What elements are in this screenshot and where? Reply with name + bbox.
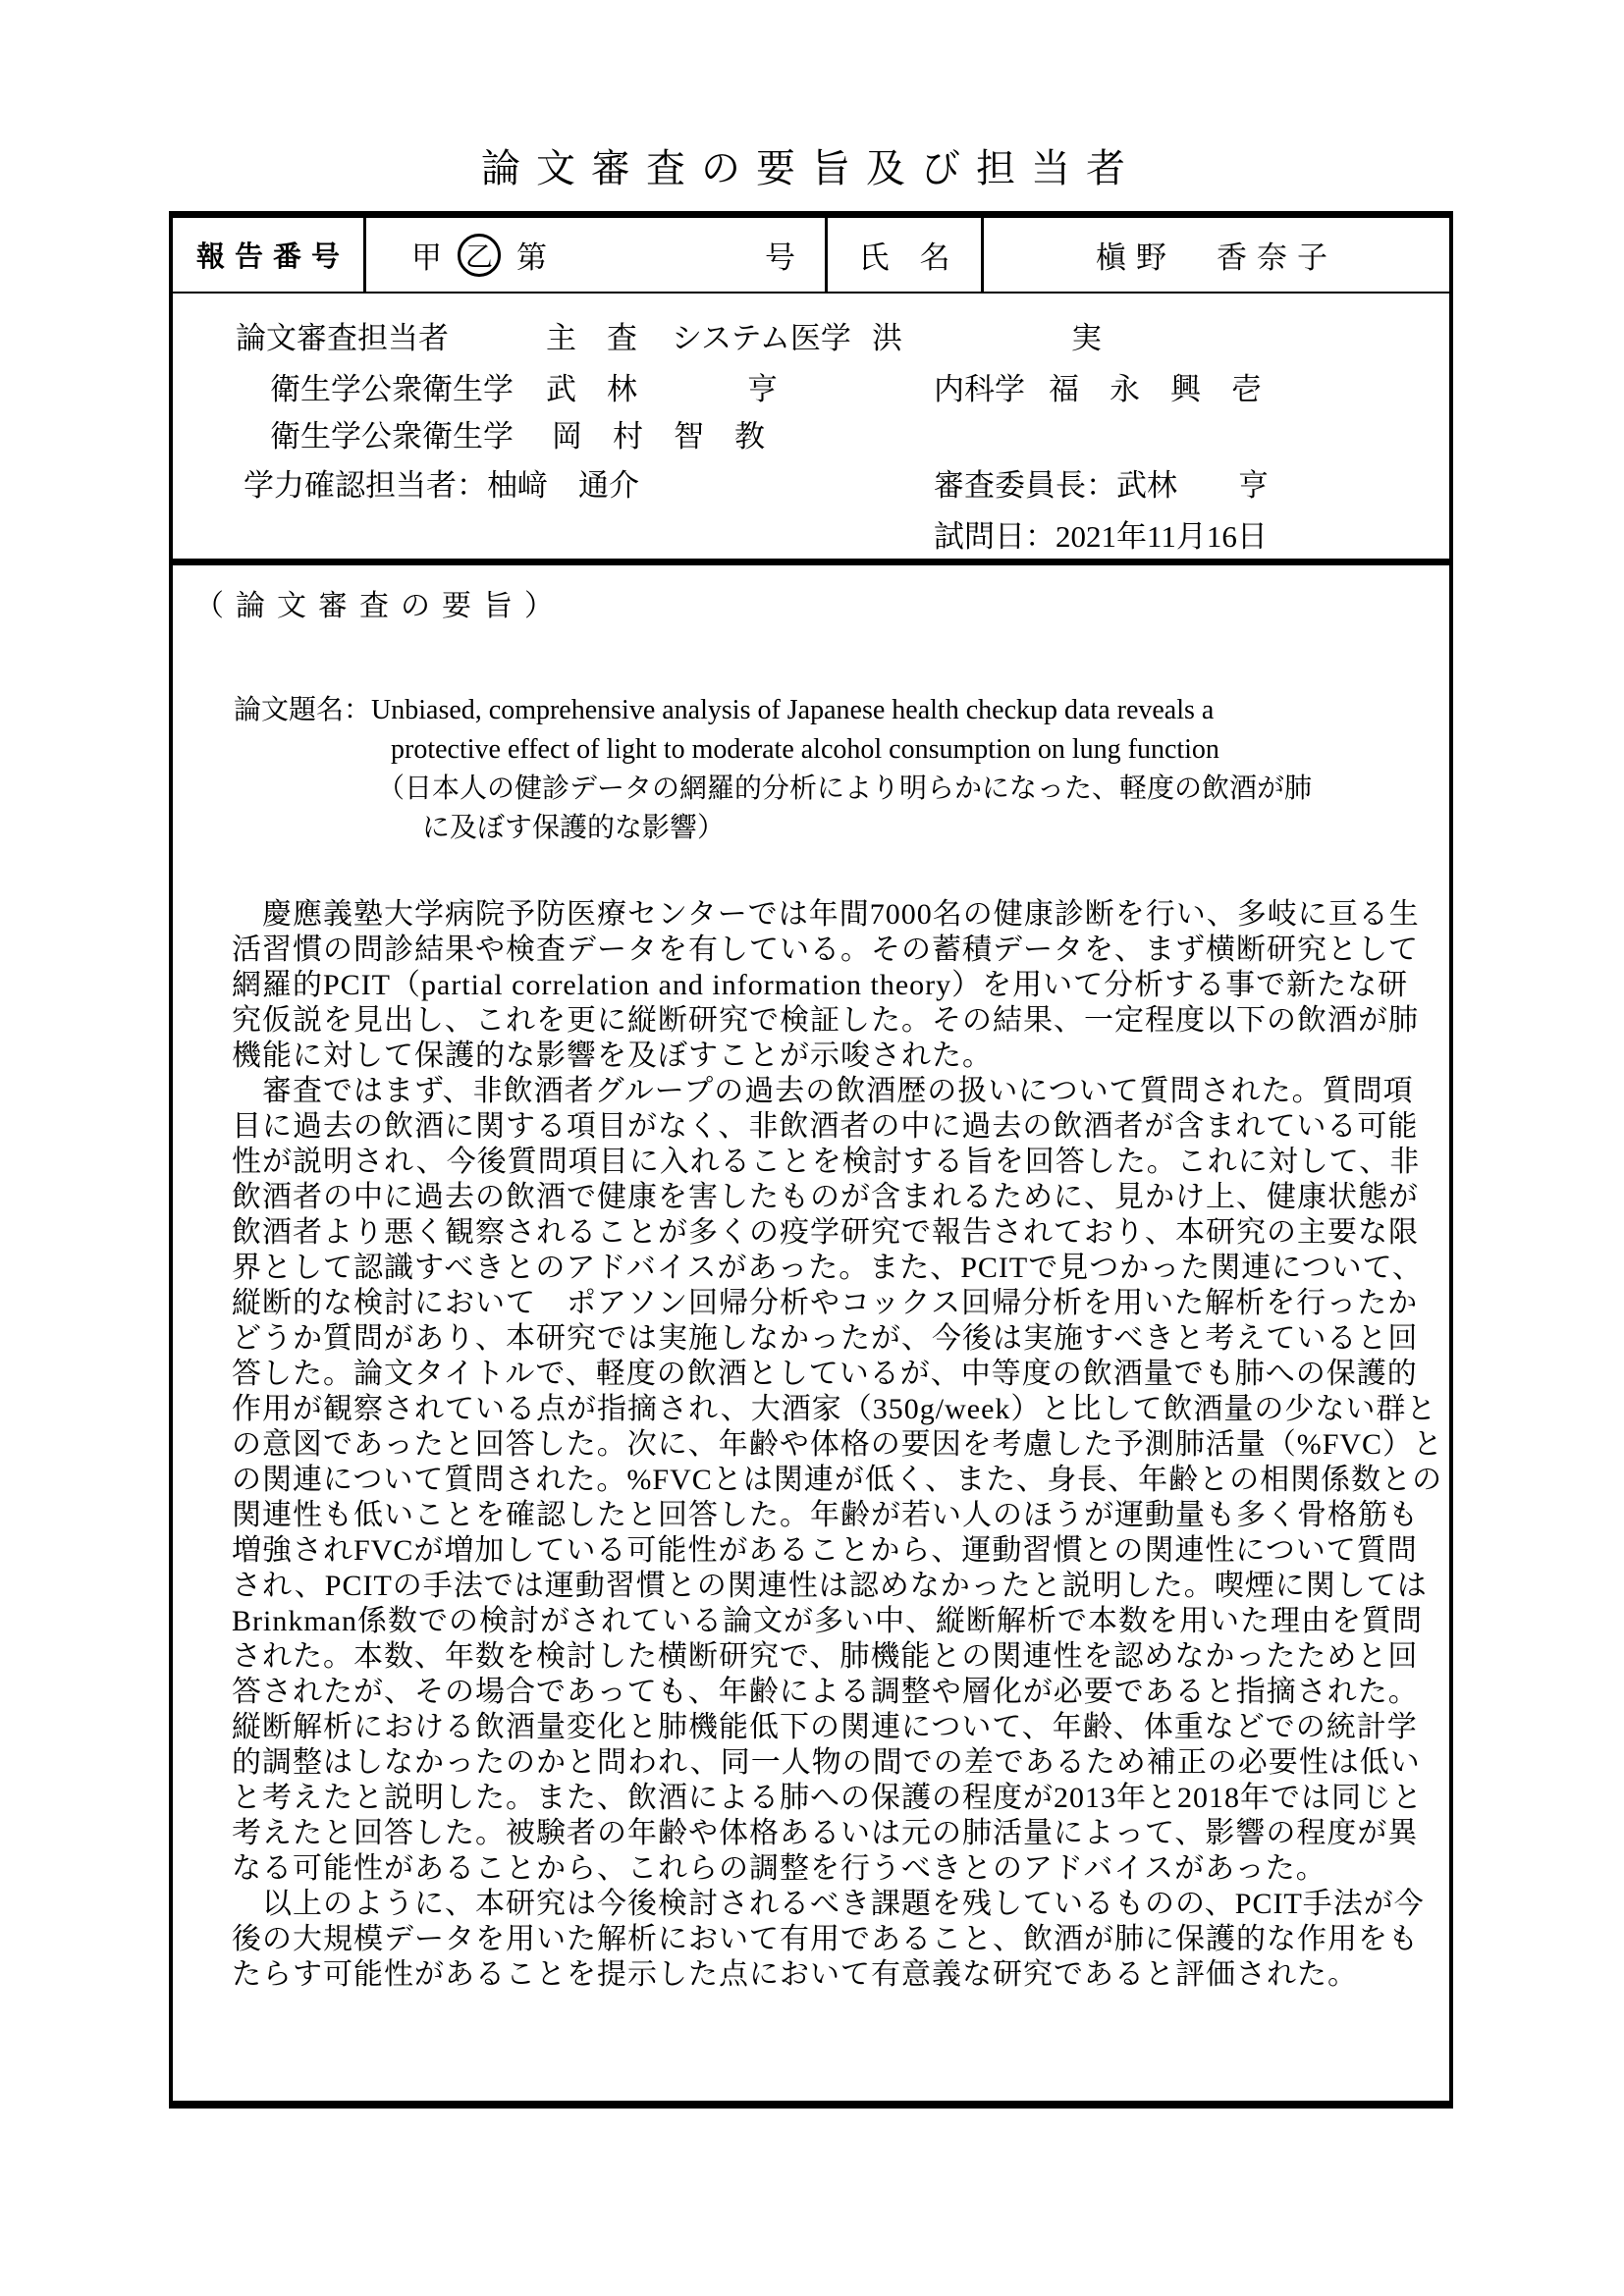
thesis-title-japanese-1: （日本人の健診データの網羅的分析により明らかになった、軽度の飲酒が肺	[377, 774, 1313, 804]
examinee-name-value: 槇野 香奈子	[1096, 240, 1337, 275]
thesis-title-line-1	[234, 691, 1449, 730]
page-title: 論文審査の要旨及び担当者	[481, 146, 1141, 190]
text-line: 目に過去の飲酒に関する項目がなく、非飲酒者の中に過去の飲酒者が含まれている可能	[232, 1110, 1419, 1143]
chief-examiner-dept: システム医学	[672, 321, 851, 355]
text-line: 究仮説を見出し、これを更に縦断研究で検証した。その結果、一定程度以下の飲酒が肺	[232, 1004, 1419, 1037]
text-line: され、PCITの手法では運動習慣との関連性は認めなかったと説明した。喫煙に関しては	[232, 1570, 1428, 1602]
text-line: なる可能性があることから、これらの調整を行うべきとのアドバイスがあった。	[232, 1852, 1326, 1885]
academic-confirmation: 学力確認担当者：柚﨑 通介	[244, 468, 639, 503]
text-line: 活習慣の問診結果や検査データを有している。その蓄積データを、まず横断研究として	[232, 934, 1419, 966]
text-line: 縦断的な検討において ポアソン回帰分析やコックス回帰分析を用いた解析を行ったか	[232, 1287, 1419, 1319]
text-line: 関連性も低いことを確認したと回答した。年齢が若い人のほうが運動量も多く骨格筋も	[232, 1499, 1419, 1531]
text-line: Brinkman係数での検討がされている論文が多い中、縦断解析で本数を用いた理由を質問	[232, 1605, 1423, 1637]
committee-line-3	[173, 411, 1449, 454]
thesis-title-english-2: protective effect of light to moderate alcohol consumption on lung function	[391, 734, 1219, 765]
member1-givenname: 亨	[747, 372, 778, 406]
text-line: 的調整はしなかったのかと問われ、同一人物の間での差であるため補正の必要性は低い	[232, 1746, 1421, 1779]
report-number-cell	[366, 218, 828, 292]
member1b-dept: 内科学	[934, 372, 1025, 406]
exam-date: 試問日：2021年11月16日	[934, 519, 1268, 554]
text-line: 後の大規模データを用いた解析において有用であること、飲酒が肺に保護的な作用をも	[232, 1923, 1419, 1955]
text-line: 作用が観察されている点が指摘され、大酒家（350g/week）と比して飲酒量の少ない群と	[232, 1393, 1437, 1425]
chief-examiner-surname: 洪	[872, 321, 902, 355]
committee-line-5	[173, 511, 1449, 554]
text-line: 飲酒者の中に過去の飲酒で健康を害したものが含まれるために、見かけ上、健康状態が	[232, 1181, 1419, 1213]
text-line: 縦断解析における飲酒量変化と肺機能低下の関連について、年齢、体重などでの統計学	[232, 1711, 1418, 1743]
text-line: 慶應義塾大学病院予防医療センターでは年間7000名の健康診断を行い、多岐に亘る生	[232, 898, 1420, 931]
report-gou-label: 号	[765, 240, 795, 275]
member2-name: 岡 村 智 教	[552, 419, 765, 454]
review-summary-box	[173, 559, 1449, 2101]
report-otsu-circled-mark	[458, 234, 501, 277]
report-number-label: 報告番号	[173, 218, 366, 292]
review-summary-text	[232, 897, 1444, 1993]
member1-name: 武 林	[546, 372, 637, 406]
text-line: の関連について質問された。%FVCとは関連が低く、また、身長、年齢との相関係数との	[232, 1464, 1443, 1496]
chief-examiner-givenname: 実	[1071, 321, 1102, 355]
text-line: 審査ではまず、非飲酒者グループの過去の飲酒歴の扱いについて質問された。質問項	[232, 1075, 1414, 1107]
thesis-title-block	[234, 691, 1449, 848]
report-dai-label: 第	[516, 240, 547, 275]
form-frame	[169, 211, 1453, 2109]
text-line: 増強されFVCが増加している可能性があることから、運動習慣との関連性について質問	[232, 1534, 1418, 1567]
text-line: 機能に対して保護的な影響を及ぼすことが示唆された。	[232, 1040, 993, 1072]
text-line: 性が説明され、今後質問項目に入れることを検討する旨を回答した。これに対して、非	[232, 1146, 1421, 1178]
header-row	[173, 218, 1449, 294]
text-line: 飲酒者より悪く観察されることが多くの疫学研究で報告されており、本研究の主要な限	[232, 1216, 1419, 1249]
text-line: 網羅的PCIT（partial correlation and information theory）を用いて分析する事で新たな研	[232, 969, 1409, 1001]
thesis-title-japanese-2: に及ぼす保護的な影響）	[422, 813, 726, 843]
summary-section-heading: （論文審査の要旨）	[194, 590, 566, 622]
thesis-title-english-1: Unbiased, comprehensive analysis of Japanese health checkup data reveals a	[371, 695, 1215, 725]
chief-examiner-role: 主 査	[546, 321, 637, 355]
text-line: と考えたと説明した。また、飲酒による肺への保護の程度が2013年と2018年では同じと	[232, 1782, 1423, 1814]
member1b-name: 福 永 興 壱	[1049, 372, 1262, 406]
text-line: 考えたと回答した。被験者の年齢や体格あるいは元の肺活量によって、影響の程度が異	[232, 1817, 1419, 1849]
text-line: たらす可能性があることを提示した点において有意義な研究であると評価された。	[232, 1958, 1358, 1991]
text-line: の意図であったと回答した。次に、年齢や体格の要因を考慮した予測肺活量（%FVC）と	[232, 1428, 1444, 1461]
committee-chair: 審査委員長：武林 亨	[934, 468, 1269, 503]
report-kou-mark: 甲	[411, 240, 442, 275]
committee-line-4	[173, 460, 1449, 503]
examinee-name-label: 氏 名	[828, 218, 984, 292]
text-line: された。本数、年数を検討した横断研究で、肺機能との関連性を認めなかったためと回	[232, 1640, 1419, 1673]
text-line: 答されたが、その場合であっても、年齢による調整や層化が必要であると指摘された。	[232, 1676, 1419, 1708]
thesis-title-label: 論文題名：	[234, 695, 372, 725]
text-line: 答した。論文タイトルで、軽度の飲酒としているが、中等度の飲酒量でも肺への保護的	[232, 1358, 1418, 1390]
committee-heading: 論文審査担当者	[236, 321, 449, 355]
report-otsu-text: 乙	[464, 241, 493, 273]
text-line: どうか質問があり、本研究では実施しなかったが、今後は実施すべきと考えていると回	[232, 1322, 1419, 1355]
text-line: 以上のように、本研究は今後検討されるべき課題を残しているものの、PCIT手法が今	[232, 1888, 1425, 1920]
member1-dept: 衛生学公衆衛生学	[270, 372, 514, 406]
committee-line-2	[173, 364, 1449, 406]
text-line: 界として認識すべきとのアドバイスがあった。また、PCITで見つかった関連について、	[232, 1252, 1424, 1284]
member2-dept: 衛生学公衆衛生学	[270, 419, 514, 454]
committee-line-1	[173, 313, 1449, 355]
committee-block	[173, 294, 1449, 559]
